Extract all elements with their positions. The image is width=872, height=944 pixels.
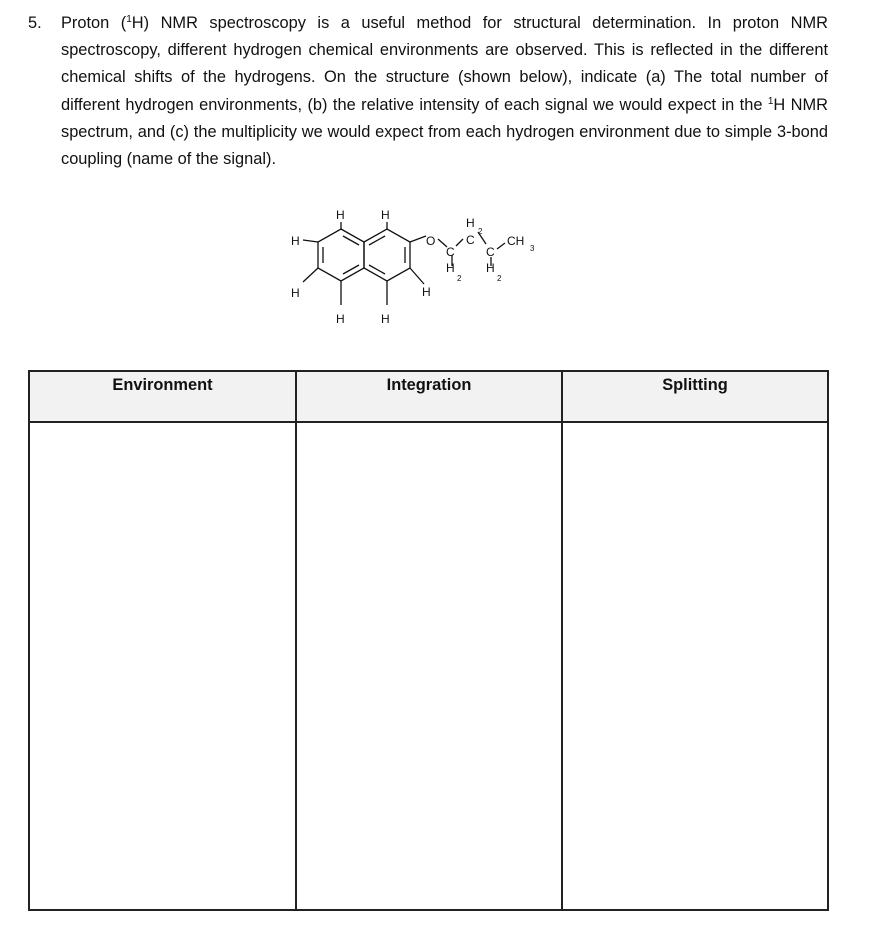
atom-c2: C (466, 233, 475, 247)
question-text-part2: H) NMR spectroscopy is a useful method for structural determination. In proton NMR spectroscopy, different hydrogen chemical environments are observed. This is reflected in the different chemical shifts of the hydrogens. On the structure (shown below), indicate (a) The total number of different hydrogen environments, (b) the relative intensity of each signal we would expect in the (61, 14, 828, 114)
question-block (28, 10, 828, 173)
question-text (61, 10, 828, 173)
atom-c2-h: H (466, 216, 475, 230)
atom-methyl-sub: 3 (530, 244, 535, 253)
atom-h-peri: H (422, 285, 431, 299)
header-splitting: Splitting (562, 371, 828, 422)
atom-labels (291, 208, 535, 326)
atom-c2-sub: 2 (478, 227, 483, 236)
question-number: 5. (28, 14, 42, 32)
atom-h-left-lower: H (291, 286, 300, 300)
molecule-structure (270, 200, 580, 330)
cell-environment[interactable] (29, 422, 296, 910)
question-text-part1: Proton ( (61, 14, 127, 32)
ring-bonds (303, 222, 505, 305)
header-environment: Environment (29, 371, 296, 422)
header-integration: Integration (296, 371, 562, 422)
atom-methyl: CH (507, 234, 525, 248)
atom-c1: C (446, 245, 455, 259)
table-row (29, 422, 828, 910)
atom-c3-h: H (486, 261, 495, 275)
cell-splitting[interactable] (562, 422, 828, 910)
atom-h-bottom-left: H (336, 312, 345, 326)
superscript-1: 1 (126, 14, 132, 25)
atom-c3-sub: 2 (497, 274, 502, 283)
atom-h-bottom-right: H (381, 312, 390, 326)
atom-h-left-upper: H (291, 234, 300, 248)
atom-c1-h: H (446, 261, 455, 275)
atom-c3: C (486, 245, 495, 259)
superscript-1b: 1 (767, 95, 774, 107)
answer-table (28, 370, 829, 911)
table-header-row (29, 371, 828, 422)
question-text-part3: H NMR spectrum, and (c) the multiplicity we would expect from each hydrogen environment due to simple 3-bond coupling (name of the signal). (61, 95, 828, 169)
cell-integration[interactable] (296, 422, 562, 910)
atom-h-top-right: H (381, 208, 390, 222)
atom-c1-sub: 2 (457, 274, 462, 283)
atom-oxygen: O (426, 234, 436, 248)
atom-h-top-left: H (336, 208, 345, 222)
